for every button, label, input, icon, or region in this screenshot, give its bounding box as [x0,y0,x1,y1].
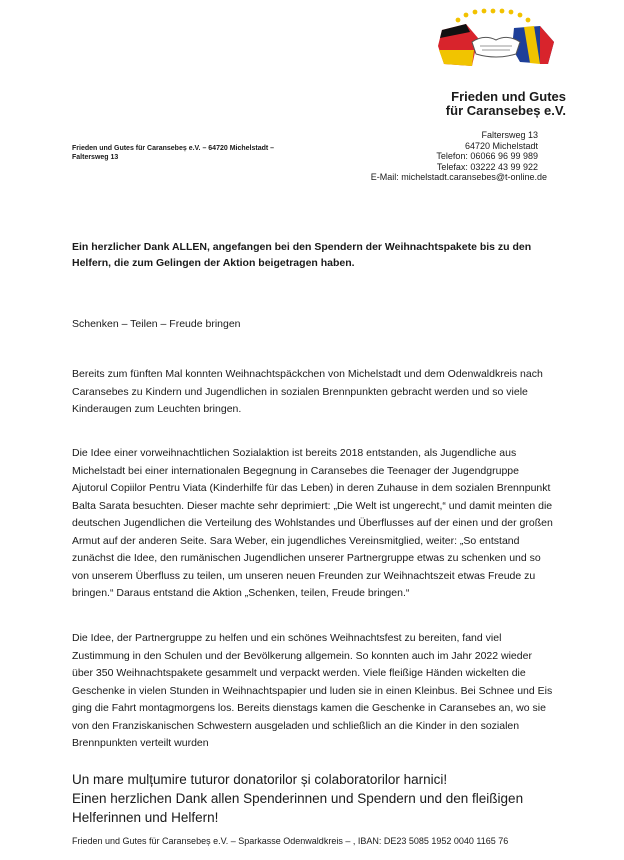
footer-bank-info: Frieden und Gutes für Caransebeș e.V. – Sparkasse Odenwaldkreis – , IBAN: DE23 5085 1952 0040 1165 76 [72,836,509,846]
body-paragraph-3: Die Idee, der Partnergruppe zu helfen und ein schönes Weihnachtsfest zu bereiten, fand viel Zustimmung in den Schulen und der Bevölkerung allgemein. So konnten auch im Jahr 2022 wieder über 350 Weihnachtspakete gesammelt und verpackt werden. Viele fleißige Händen wickelten die Geschenke in vielen Stunden in Weihnachtspapier und luden sie in einen Kleinbus. Bei Schnee und Eis ging die Fahrt montagmorgens los. Bereits dienstags kamen die Geschenke in Caransebes an, wo sie von den Franziskanischen Schwestern ausgeladen und schließlich an die Kinder in den sozialen Brennpunkten verteilt wurden [72,632,553,749]
address-block [370,130,547,183]
organization-name [446,90,566,118]
intro-heading: Ein herzlicher Dank ALLEN, angefangen bei den Spendern der Weihnachtspakete bis zu den Helfern, die zum Gelingen der Aktion beigetragen haben. [72,241,532,269]
body-paragraph-2: Die Idee einer vorweihnachtlichen Sozialaktion ist bereits 2018 entstanden, als Jugendliche aus Michelstadt bei einer internationalen Begegnung in Caransebes die Teenager der Jugendgruppe Ajutorul Copiilor Pentru Viata (Kinderhilfe für das Leben) in deren Zuhause in dem sozialen Brennpunkt Balta Sarata besuchten. Dieser machte sehr deprimiert: „Die Welt ist ungerecht,“ und damit meinten die deutschen Jugendlichen die Verteilung des Wohlstandes und Überflusses auf der einen und der großen Armut auf der anderen Seite. Sara Weber, ein jugendliches Vereinsmitglied, weiter: „So entstand zunächst die Idee, den rumänischen Jugendlichen unserer Partnergruppe etwas zu schenken und so von unserem Überfluss zu teilen, um unseren neuen Freunden zur Weihnachtszeit etwas Freude zu bringen.“ Daraus entstand die Aktion „Schenken, teilen, Freude bringen.“ [72,447,553,599]
organization-name-line1: Frieden und Gutes [451,89,566,104]
address-street: Faltersweg 13 [481,130,538,140]
address-email: E-Mail: michelstadt.caransebes@t-online.de [370,172,547,182]
star-ring [456,9,531,23]
thanks-block [72,770,552,827]
thanks-german: Einen herzlichen Dank allen Spenderinnen und Spendern und den fleißigen Helferinnen und Helfern! [72,791,524,825]
thanks-romanian: Un mare mulțumire tuturor donatorilor și colaboratorilor harnici! [72,772,448,787]
sender-line: Frieden und Gutes für Caransebeș e.V. – 64720 Michelstadt – Faltersweg 13 [72,145,275,161]
partnership-logo-icon [436,8,556,70]
address-fax: Telefax: 03222 43 99 922 [436,161,538,172]
organization-name-line2: für Caransebeș e.V. [445,103,566,118]
address-city: 64720 Michelstadt [464,140,538,151]
body-paragraph-1: Bereits zum fünften Mal konnten Weihnachtspäckchen von Michelstadt und dem Odenwaldkreis nach Caransebes zu Kindern und Jugendlichen in sozialen Brennpunkten gebracht werden und so viele Kinderaugen zum Leuchten bringen. [72,368,543,415]
handshake [472,37,520,57]
slogan: Schenken – Teilen – Freude bringen [72,318,241,330]
address-phone: Telefon: 06066 96 99 989 [436,151,538,161]
